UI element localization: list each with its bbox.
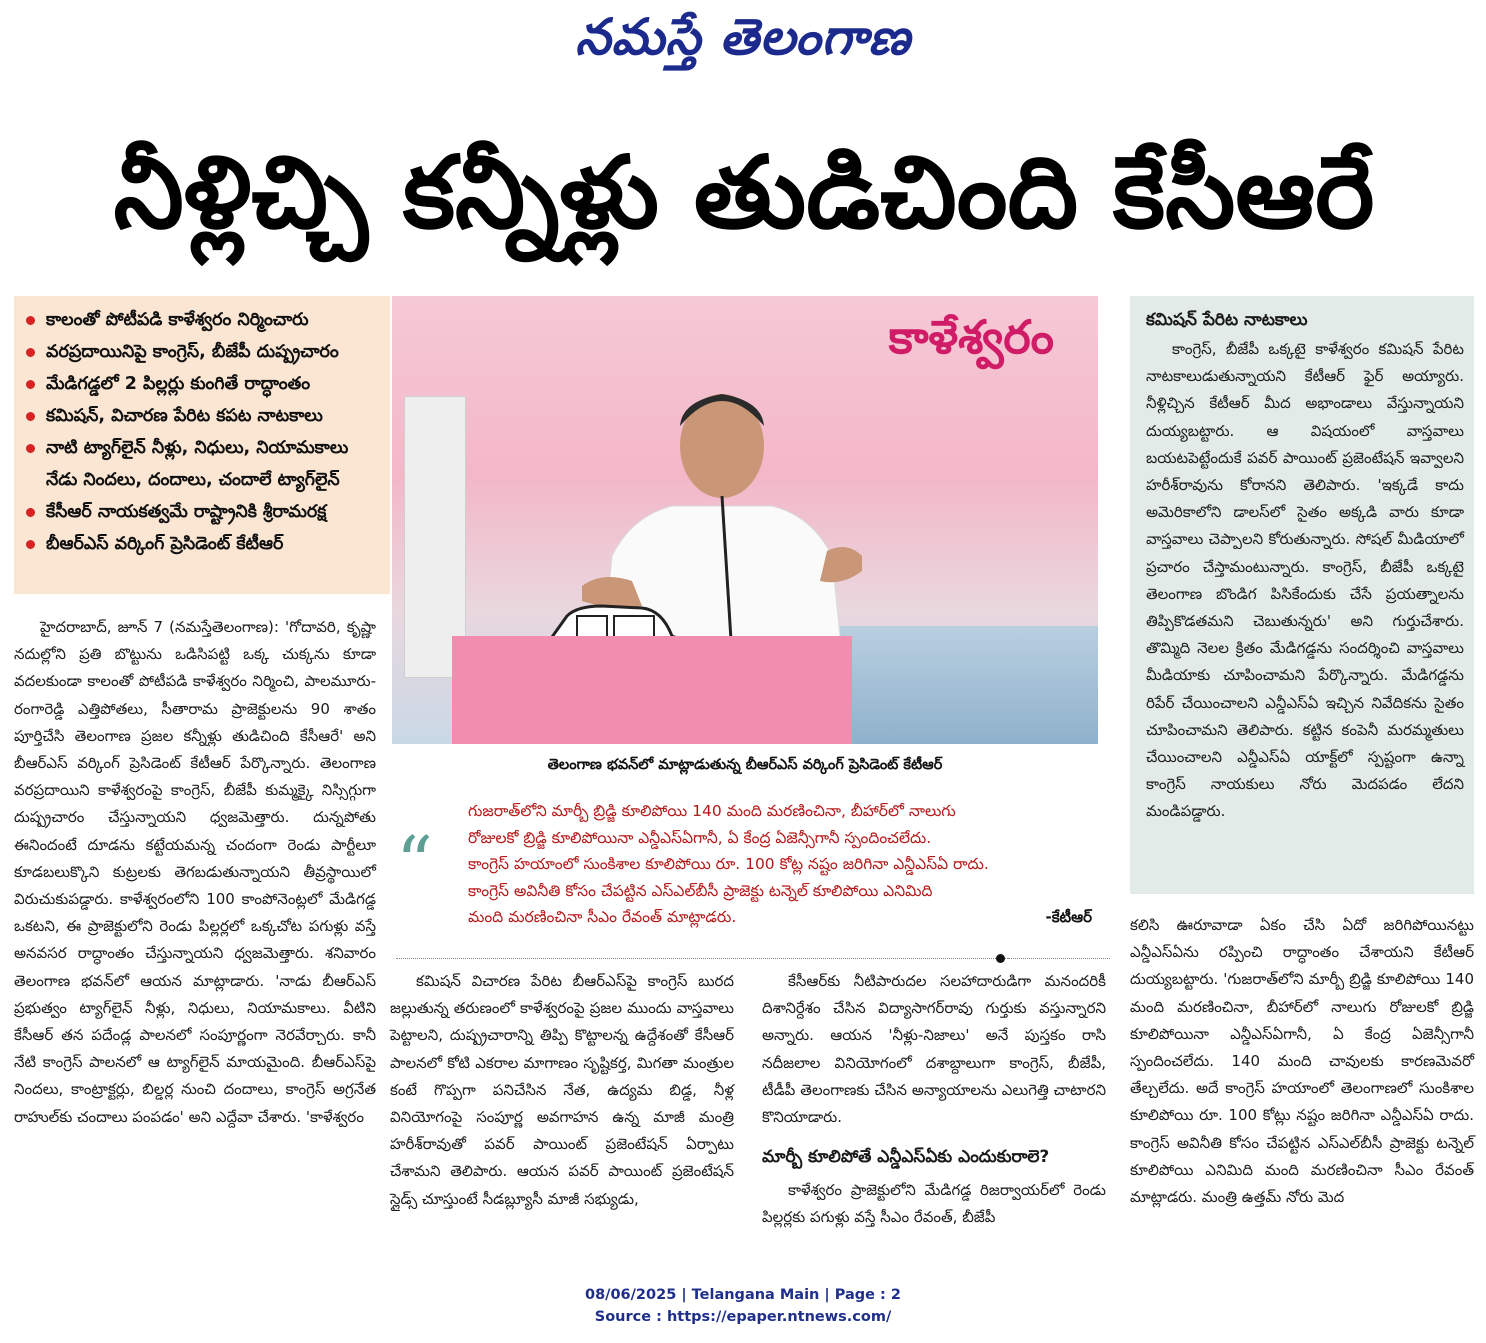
highlight-text: నాటి ట్యాగ్‌లైన్ నీళ్లు, నిధులు, నియామకాలు <box>46 438 349 458</box>
footer-edition-info: 08/06/2025 | Telangana Main | Page : 2 <box>584 1287 901 1303</box>
podium-illustration <box>452 636 852 744</box>
highlight-item <box>24 336 390 368</box>
highlight-item <box>24 304 390 336</box>
divider-dot-icon <box>996 954 1005 963</box>
page-footer <box>0 1284 1486 1328</box>
sidebar-title: కమిషన్ పేరిట నాటకాలు <box>1146 310 1308 330</box>
news-photo <box>392 296 1098 744</box>
highlight-item <box>24 528 390 560</box>
section-divider <box>396 958 1028 959</box>
article-column-3 <box>762 968 1106 1232</box>
highlight-text: కమిషన్, విచారణ పేరిట కపట నాటకాలు <box>46 406 323 426</box>
bullet-icon <box>26 316 35 325</box>
highlight-item-continuation <box>24 464 390 496</box>
article-paragraph: కేసీఆర్‌కు నీటిపారుదల సలహాదారుడిగా మనందరికీ దిశానిర్దేశం చేసిన విద్యాసాగర్‌రావు గుర్తుకు వస్తున్నారని అన్నారు. ఆయన 'నీళ్లు-నిజాలు' అనే పుస్తకం రాసి నదీజలాల వినియోగంలో దశాబ్దాలుగా కాంగ్రెస్, బీజేపీ, టీడీపీ తెలంగాణకు చేసిన అన్యాయాలను ఎలుగెత్తి చాటారని కొనియాడారు. <box>762 972 1106 1127</box>
highlight-item <box>24 496 390 528</box>
bullet-icon <box>26 444 35 453</box>
highlight-item <box>24 400 390 432</box>
bullet-icon <box>26 380 35 389</box>
highlights-box <box>14 296 390 594</box>
article-column-4 <box>1130 912 1474 1211</box>
article-paragraph: కలిసి ఊరూవాడా ఏకం చేసి ఏదో జరిగిపోయినట్టు ఎన్డీఎస్ఏను రప్పించి రాద్ధాంతం చేశాయని కేటీఆర్ దుయ్యబట్టారు. 'గుజరాత్‌లోని మార్బీ బ్రిడ్జి కూలిపోయి 140 మంది మరణించినా, బీహార్‌లో నాలుగు రోజులకో బ్రిడ్జి కూలిపోయినా ఎన్డీఎస్ఏగానీ, ఏ కేంద్ర ఏజెన్సీగానీ స్పందించలేదు. 140 మంది చావులకు కారణమెవరో తేల్చలేదు. అదే కాంగ్రెస్ హయాంలో తెలంగాణలో సుంకిశాల కూలిపోయి రూ. 100 కోట్లు నష్టం జరిగినా ఎన్డీఎస్ఏ రాదు. కాంగ్రెస్ అవినీతి కోసం చేపట్టిన ఎస్ఎల్‌బీసీ ప్రాజెక్టు టన్నెల్ కూలిపోయి ఎనిమిది మంది మరణించినా సీఎం రేవంత్ మాట్లాడరు. మంత్రి ఉత్తమ్ నోరు మెద <box>1130 916 1474 1207</box>
bullet-icon <box>26 540 35 549</box>
highlights-list <box>14 296 390 560</box>
highlight-text: బీఆర్ఎస్ వర్కింగ్ ప్రెసిడెంట్ కేటీఆర్ <box>46 534 284 554</box>
photo-caption: తెలంగాణ భవన్‌లో మాట్లాడుతున్న బీఆర్ఎస్ వర్కింగ్ ప్రెసిడెంట్ కేటీఆర్ <box>547 757 943 773</box>
quote-mark-icon: “ <box>396 821 433 905</box>
pull-quote <box>396 792 1102 942</box>
highlight-text: మేడిగడ్డలో 2 పిల్లర్లు కుంగితే రాద్ధాంతం <box>46 374 311 394</box>
article-column-2 <box>390 968 734 1213</box>
quote-line: రోజులకో బ్రిడ్జి కూలిపోయినా ఎన్డీఎస్ఏగానీ, ఏ కేంద్ర ఏజెన్సీగానీ స్పందించలేదు. <box>468 828 932 847</box>
quote-line: కాంగ్రెస్ అవినీతి కోసం చేపట్టిన ఎస్ఎల్‌బీసీ ప్రాజెక్టు టన్నెల్ కూలిపోయి ఎనిమిది <box>468 881 933 900</box>
bullet-icon <box>26 348 35 357</box>
bullet-icon <box>26 508 35 517</box>
article-subheading: మార్బీ కూలిపోతే ఎన్డీఎస్ఏకు ఎందుకురాలె? <box>762 1147 1050 1168</box>
article-column-1 <box>14 614 376 1131</box>
article-paragraph: కాళేశ్వరం ప్రాజెక్టులోని మేడిగడ్డ రిజర్వాయర్‌లో రెండు పిల్లర్లకు పగుళ్లు వస్తే సీఎం రేవంత్, బీజేపీ <box>762 1181 1106 1227</box>
highlight-item <box>24 368 390 400</box>
highlight-text: కేసీఆర్ నాయకత్వమే రాష్ట్రానికి శ్రీరామరక్ష <box>46 502 327 522</box>
sidebar-paragraph: కాంగ్రెస్, బీజేపీ ఒక్కటై కాళేశ్వరం కమిషన్ పేరిట నాటకాలుడుతున్నాయని కేటీఆర్ ఫైర్ అయ్యారు. నీళ్లిచ్చిన కేటీఆర్ మీద అభాండాలు వేస్తున్నాయని దుయ్యబట్టారు. ఆ విషయంలో వాస్తవాలు బయటపెట్టేందుకే పవర్ పాయింట్ ప్రజెంటేషన్ ఇవ్వాలని హరీశ్‌రావును కోరానని తెలిపారు. 'ఇక్కడే కాదు అమెరికాలోని డాలస్‌లో సైతం అక్కడి వారు కూడా వాస్తవాలు చెప్పాలని కోరుతున్నారు. సోషల్ మీడియాలో ప్రచారం చేస్తామంటున్నారు. కాంగ్రెస్, బీజేపీ ఒక్కటై తెలంగాణ బొండిగ పిసికేందుకు చేసే ప్రయత్నాలను తిప్పికొడతమని చెబుతున్నరు' అని గుర్తుచేశారు. తొమ్మిది నెలల క్రితం మేడిగడ్డను సందర్శించి వాస్తవాలు మీడియాకు చూపించామని పేర్కొన్నారు. మేడిగడ్డను రిపేర్ చేయించాలని ఎన్డీఎస్ఏ ఇచ్చిన నివేదికను సైతం చూపించామని తెలిపారు. కట్టిన కంపెనీ మరమ్మతులు చేయించాలని ఎన్డీఎస్ఏ యాక్ట్‌లో స్పష్టంగా ఉన్నా కాంగ్రెస్ నాయకులు నోరు మెదపడం లేదని మండిపడ్డారు. <box>1146 340 1464 821</box>
page-headline: నీళ్లిచ్చి కన్నీళ్లు తుడిచింది కేసీఆరే <box>113 134 1375 251</box>
highlight-item <box>24 432 390 464</box>
highlight-text: కాలంతో పోటీపడి కాళేశ్వరం నిర్మించారు <box>46 310 309 330</box>
highlight-text: వరప్రదాయినిపై కాంగ్రెస్, బీజేపీ దుష్ప్రచారం <box>46 342 339 362</box>
quote-text <box>468 798 1100 931</box>
footer-source-link[interactable]: Source : https://epaper.ntnews.com/ <box>594 1309 892 1325</box>
quote-author: -కేటీఆర్ <box>1045 908 1092 926</box>
stage-banner-text: కాళేశ్వరం <box>888 310 1054 364</box>
bullet-icon <box>26 412 35 421</box>
sidebar-box <box>1130 296 1474 894</box>
quote-line: కాంగ్రెస్ హయాంలో సుంకిశాల కూలిపోయి రూ. 100 కోట్ల నష్టం జరిగినా ఎన్డీఎస్ఏ రాదు. <box>468 855 989 874</box>
masthead-logo: నమస్తే తెలంగాణ <box>575 7 911 66</box>
quote-line: మంది మరణించినా సీఎం రేవంత్ మాట్లాడరు. <box>468 908 737 927</box>
section-divider-end <box>1008 958 1110 959</box>
article-paragraph: కమిషన్ విచారణ పేరిట బీఆర్ఎస్‌పై కాంగ్రెస్ బురద జల్లుతున్న తరుణంలో కాళేశ్వరంపై ప్రజల ముందు వాస్తవాలు పెట్టాలని, దుష్ప్రచారాన్ని తిప్పి కొట్టాలన్న ఉద్దేశంతో కేసీఆర్ పాలనలో కోటి ఎకరాల మాగాణం సృష్టికర్త, మిగతా మంత్రుల కంటే గొప్పగా పనిచేసిన నేత, ఉద్యమ బిడ్డ, నీళ్ల వినియోగంపై సంపూర్ణ అవగాహన ఉన్న మాజీ మంత్రి హరీశ్‌రావుతో పవర్ పాయింట్ ప్రజెంటేషన్ ఏర్పాటు చేశామని తెలిపారు. ఆయన పవర్ పాయింట్ ప్రజెంటేషన్ స్లైడ్స్ చూస్తుంటే సీడబ్ల్యూసీ మాజీ సభ్యుడు, <box>390 972 734 1208</box>
article-paragraph: హైదరాబాద్, జూన్ 7 (నమస్తేతెలంగాణ): 'గోదావరి, కృష్ణా నదుల్లోని ప్రతి బొట్టును ఒడిసిపట్టి ఒక్క చుక్కను కూడా వదలకుండా కాలంతో పోటీపడి కాళేశ్వరం నిర్మించి, పాలమూరు-రంగారెడ్డి ఎత్తిపోతలు, సీతారామ ప్రాజెక్టులను 90 శాతం పూర్తిచేసి తెలంగాణ ప్రజల కన్నీళ్లు తుడిచింది కేసీఆరే' అని బీఆర్ఎస్ వర్కింగ్ ప్రెసిడెంట్ కేటీఆర్ పేర్కొన్నారు. తెలంగాణ వరప్రదాయిని కాళేశ్వరంపై కాంగ్రెస్, బీజేపీ కుమ్మక్కై నిస్సిగ్గుగా దుష్ప్రచారం చేస్తున్నాయని ధ్వజమెత్తారు. దున్నపోతు ఈనిందంటే దూడను కట్టేయమన్న చందంగా రెండు పార్టీలూ కూడబలుక్కొని కుట్రలకు తెగబడుతున్నాయని తీవ్రస్థాయిలో విరుచుకుపడ్డారు. కాళేశ్వరంలోని 100 కాంపోనెంట్లలో మేడిగడ్డ ఒకటని, ఈ ప్రాజెక్టులోని రెండు పిల్లర్లలో ఒక్కచోట పగుళ్లు వస్తే అనవసర రాద్ధాంతం చేస్తున్నాయని ధ్వజమెత్తారు. శనివారం తెలంగాణ భవన్‌లో ఆయన మాట్లాడారు. 'నాడు బీఆర్ఎస్ ప్రభుత్వం ట్యాగ్‌లైన్ నీళ్లు, నిధులు, నియామకాలు. వీటిని కేసీఆర్ తన పదేండ్ల పాలనలో సంపూర్ణంగా నెరవేర్చారు. కానీ నేటి కాంగ్రెస్ పాలనలో ఆ ట్యాగ్‌లైన్ మాయమైంది. బీఆర్ఎస్‌పై నిందలు, కాంట్రాక్టర్లు, బిల్డర్ల నుంచి దందాలు, కాంగ్రెస్ అగ్రనేత రాహుల్‌కు చందాలు పంపడం' అని ఎద్దేవా చేశారు. 'కాళేశ్వరం <box>14 618 376 1126</box>
quote-line: గుజరాత్‌లోని మార్బీ బ్రిడ్జి కూలిపోయి 140 మంది మరణించినా, బీహార్‌లో నాలుగు <box>468 802 956 820</box>
sidebar-body <box>1146 336 1464 826</box>
highlight-text: నేడు నిందలు, దందాలు, చందాలే ట్యాగ్‌లైన్ <box>46 470 340 490</box>
